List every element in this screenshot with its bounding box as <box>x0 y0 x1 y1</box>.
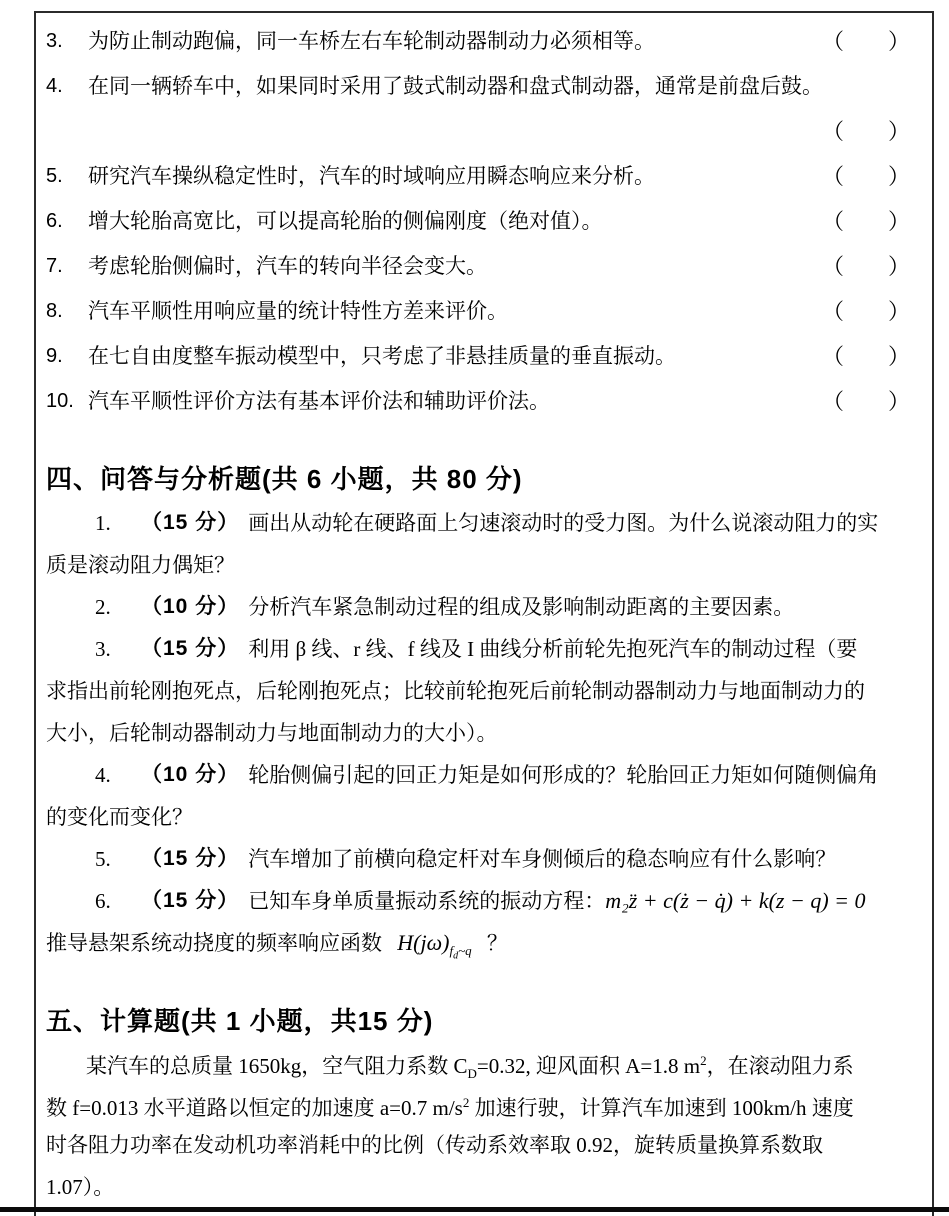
true-false-section <box>46 29 920 434</box>
answer-blank <box>822 299 910 324</box>
question-4 <box>46 762 920 804</box>
question-mark: ？ <box>486 931 508 955</box>
question-number: 4. <box>95 763 111 787</box>
tf-item-9 <box>46 344 920 389</box>
m2-superscript: 2 <box>700 1053 707 1068</box>
question-points: （15 分） <box>141 637 240 660</box>
question-points: （10 分） <box>141 595 240 618</box>
paren-open: （ <box>822 254 845 279</box>
answer-blank <box>822 119 910 164</box>
hjw-sub-tail: ~q <box>458 943 472 959</box>
tf-item-text: 汽车平顺性评价方法有基本评价法和辅助评价法。 <box>88 389 550 413</box>
question-number: 2. <box>95 595 111 619</box>
paren-open: （ <box>822 344 845 369</box>
calc-text: ，在滚动阻力系 <box>706 1054 854 1078</box>
question-4-cont: 的变化而变化？ <box>46 805 193 829</box>
hjw-main: H <box>397 930 414 955</box>
tf-item-number: 10. <box>46 390 74 412</box>
question-points: （15 分） <box>141 511 240 534</box>
calc-text: 加速行驶，计算汽车加速到 100km/h 速度 <box>469 1096 854 1120</box>
question-6-cont-text: 推导悬架系统动挠度的频率响应函数 <box>46 931 382 955</box>
question-text: 轮胎侧偏引起的回正力矩是如何形成的？轮胎回正力矩如何随侧偏角 <box>248 763 879 787</box>
answer-blank <box>822 164 910 189</box>
cd-subscript: D <box>467 1066 477 1082</box>
calc-problem-line-4: 1.07）。 <box>46 1175 115 1199</box>
paren-open: （ <box>822 164 845 189</box>
answer-blank <box>822 209 910 234</box>
calc-problem-line-2 <box>46 1090 920 1132</box>
question-text: 利用 β 线、r 线、f 线及 I 曲线分析前轮先抱死汽车的制动过程（要 <box>248 637 858 661</box>
tf-item-10 <box>46 389 920 434</box>
tf-item-8 <box>46 299 920 344</box>
section4-heading: 四、问答与分析题(共 6 小题，共 80 分) <box>46 464 523 494</box>
question-1 <box>46 510 920 552</box>
frequency-response-function <box>397 930 472 962</box>
exam-page-content <box>46 29 920 1216</box>
question-text: 分析汽车紧急制动过程的组成及影响制动距离的主要因素。 <box>248 595 795 619</box>
tf-item-5 <box>46 164 920 209</box>
question-5 <box>46 846 920 888</box>
calc-text: 数 f=0.013 水平道路以恒定的加速度 a=0.7 m/s <box>46 1096 463 1120</box>
hjw-sub-f: f <box>449 943 454 959</box>
paren-close: ） <box>887 209 910 234</box>
paren-close: ） <box>887 119 910 144</box>
tf-item-text: 汽车平顺性用响应量的统计特性方差来评价。 <box>88 299 508 323</box>
tf-item-number: 3. <box>46 30 63 52</box>
question-number: 5. <box>95 847 111 871</box>
tf-item-text: 考虑轮胎侧偏时，汽车的转向半径会变大。 <box>88 254 487 278</box>
tf-item-number: 7. <box>46 255 63 277</box>
tf-item-number: 6. <box>46 210 63 232</box>
page-border <box>34 11 934 1216</box>
tf-item-7 <box>46 254 920 299</box>
calc-problem-line-3: 时各阻力功率在发动机功率消耗中的比例（传动系效率取 0.92，旋转质量换算系数取 <box>46 1133 823 1157</box>
question-3 <box>46 636 920 678</box>
tf-item-3 <box>46 29 920 74</box>
page-bottom-rule <box>0 1207 949 1212</box>
paren-open: （ <box>822 29 845 54</box>
answer-blank <box>822 344 910 369</box>
paren-open: （ <box>822 389 845 414</box>
question-number: 1. <box>95 511 111 535</box>
tf-item-text: 增大轮胎高宽比，可以提高轮胎的侧偏刚度（绝对值）。 <box>88 209 603 233</box>
question-points: （15 分） <box>141 847 240 870</box>
ms2-superscript: 2 <box>462 1095 470 1110</box>
question-points: （15 分） <box>141 889 240 912</box>
answer-blank <box>822 389 910 414</box>
paren-open: （ <box>822 299 845 324</box>
question-points: （10 分） <box>141 763 240 786</box>
tf-item-4 <box>46 74 920 119</box>
paren-open: （ <box>822 209 845 234</box>
tf-item-text: 在七自由度整车振动模型中，只考虑了非悬挂质量的垂直振动。 <box>88 344 676 368</box>
question-3-cont-2: 大小，后轮制动器制动力与地面制动力的大小）。 <box>46 721 498 745</box>
section5-heading: 五、计算题(共 1 小题，共15 分) <box>46 1006 434 1036</box>
hjw-sub-d: d <box>453 950 459 962</box>
tf-item-text: 为防止制动跑偏，同一车桥左右车轮制动器制动力必须相等。 <box>88 29 655 53</box>
question-1-cont: 质是滚动阻力偶矩？ <box>46 553 235 577</box>
paren-close: ） <box>887 254 910 279</box>
paren-close: ） <box>887 389 910 414</box>
paren-close: ） <box>887 29 910 54</box>
tf-item-number: 9. <box>46 345 63 367</box>
question-text: 画出从动轮在硬路面上匀速滚动时的受力图。为什么说滚动阻力的实 <box>248 511 879 535</box>
calc-problem-line-1 <box>46 1048 920 1090</box>
question-text: 汽车增加了前横向稳定杆对车身侧倾后的稳态响应有什么影响？ <box>248 847 837 871</box>
paren-open: （ <box>822 119 845 144</box>
question-text <box>248 888 920 914</box>
tf-item-text: 研究汽车操纵稳定性时，汽车的时域响应用瞬态响应来分析。 <box>88 164 655 188</box>
section5-problem <box>46 1048 920 1216</box>
tf-item-number: 4. <box>46 75 63 97</box>
question-number: 3. <box>95 637 111 661</box>
question-2 <box>46 594 920 636</box>
vibration-equation: m₂z̈ + c(ż − q̇) + k(z − q) = 0 <box>605 888 866 913</box>
question-6 <box>46 888 920 930</box>
tf-item-text: 在同一辆轿车中，如果同时采用了鼓式制动器和盘式制动器，通常是前盘后鼓。 <box>88 74 823 98</box>
question-6-cont <box>46 930 920 972</box>
calc-text: 某汽车的总质量 1650kg，空气阻力系数 C <box>86 1054 468 1078</box>
tf-item-number: 8. <box>46 300 63 322</box>
paren-close: ） <box>887 164 910 189</box>
answer-blank <box>822 29 910 54</box>
question-3-cont-1: 求指出前轮刚抱死点，后轮刚抱死点；比较前轮抱死后前轮制动器制动力与地面制动力的 <box>46 679 865 703</box>
section4-questions <box>46 510 920 972</box>
paren-close: ） <box>887 344 910 369</box>
tf-item-number: 5. <box>46 165 63 187</box>
hjw-arg: (jω) <box>413 930 450 955</box>
hjw-subscript <box>449 943 472 962</box>
calc-text: =0.32, 迎风面积 A=1.8 m <box>476 1054 701 1078</box>
tf-item-6 <box>46 209 920 254</box>
tf-item-4-answer-line <box>46 119 920 164</box>
question-text-lead: 已知车身单质量振动系统的振动方程： <box>248 889 606 913</box>
paren-close: ） <box>887 299 910 324</box>
question-number: 6. <box>95 889 111 913</box>
answer-blank <box>822 254 910 279</box>
